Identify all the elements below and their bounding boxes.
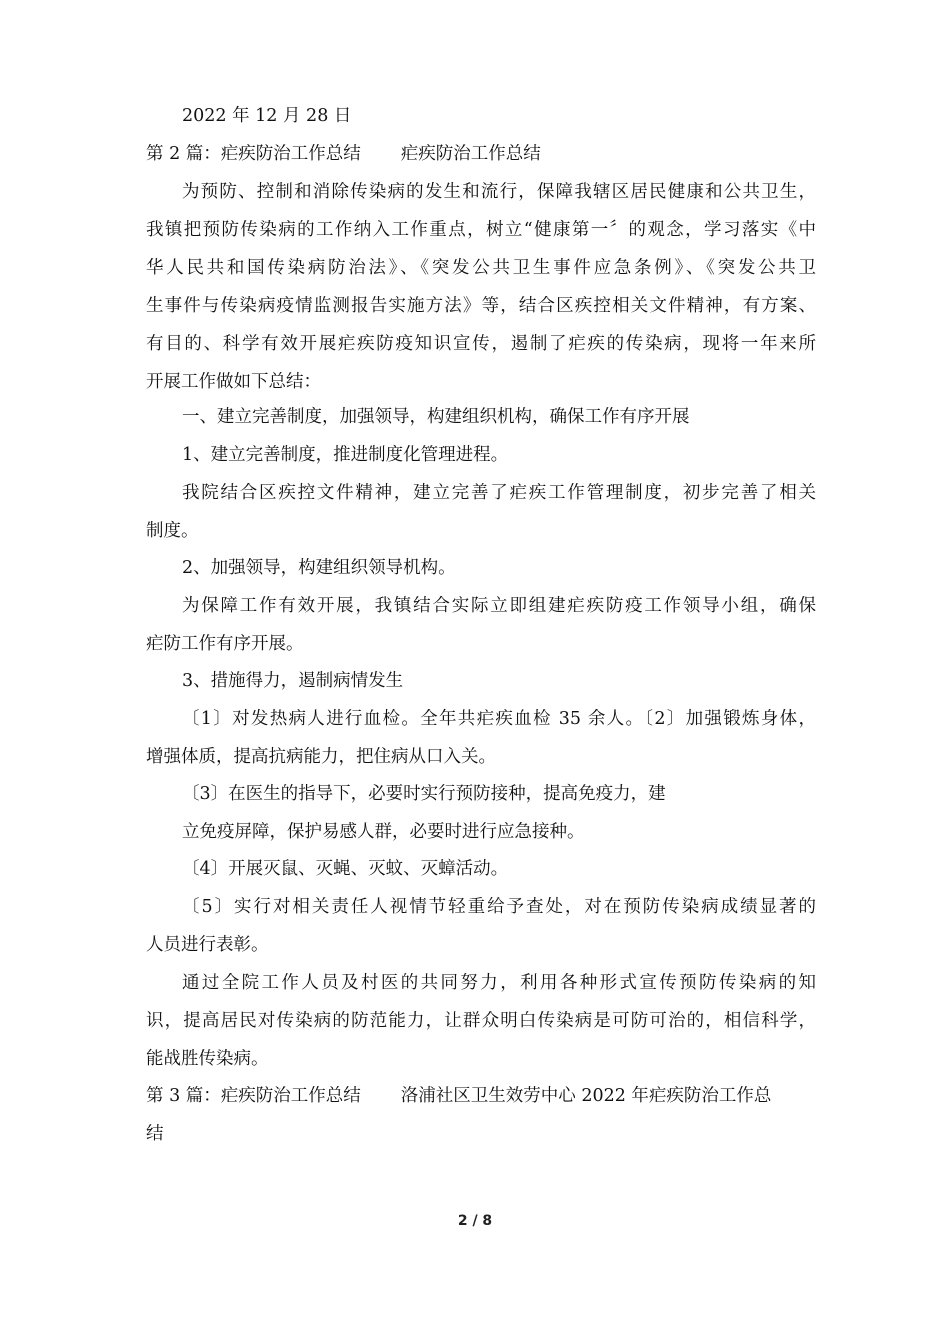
item-2-body-line: 为保障工作有效开展，我镇结合实际立即组建疟疾防疫工作领导小组，确保 (182, 596, 816, 616)
closing-line: 识，提高居民对传染病的防范能力，让群众明白传染病是可防可治的，相信科学， (146, 1011, 816, 1031)
measure-line: 立免疫屏障，保护易感人群，必要时进行应急接种。 (182, 822, 585, 842)
intro-line: 生事件与传染病疫情监测报告实施方法》等，结合区疾控相关文件精神，有方案、 (146, 296, 816, 316)
section-3-heading-right: 洛浦社区卫生效劳中心 2022 年疟疾防治工作总 (400, 1086, 772, 1106)
section-3-heading-continuation: 结 (146, 1124, 164, 1144)
intro-line: 我镇把预防传染病的工作纳入工作重点，树立“健康第一〞的观念，学习落实《中 (146, 220, 816, 240)
measure-line: 〔1〕对发热病人进行血检。全年共疟疾血检 35 余人。〔2〕加强锻炼身体， (182, 709, 816, 729)
section-3-heading-left: 第 3 篇：疟疾防治工作总结 (146, 1086, 361, 1106)
page-number: 2 / 8 (457, 1213, 493, 1229)
measure-line: 人员进行表彰。 (146, 935, 269, 955)
intro-line: 有目的、科学有效开展疟疾防疫知识宣传，遏制了疟疾的传染病，现将一年来所 (146, 334, 816, 354)
measure-line: 增强体质，提高抗病能力，把住病从口入关。 (146, 747, 496, 767)
item-1-body-line: 制度。 (146, 521, 199, 541)
measure-line: 〔3〕在医生的指导下，必要时实行预防接种，提高免疫力，建 (182, 784, 666, 804)
closing-line: 能战胜传染病。 (146, 1049, 269, 1069)
intro-line: 为预防、控制和消除传染病的发生和流行，保障我辖区居民健康和公共卫生， (182, 182, 816, 202)
intro-line: 华人民共和国传染病防治法》、《突发公共卫生事件应急条例》、《突发公共卫 (146, 258, 816, 278)
item-3-title: 3、措施得力，遏制病情发生 (182, 671, 404, 691)
closing-line: 通过全院工作人员及村医的共同努力，利用各种形式宣传预防传染病的知 (182, 973, 816, 993)
section-2-heading (146, 142, 816, 166)
document-date: 2022 年 12 月 28 日 (182, 106, 352, 126)
item-2-title: 2、加强领导，构建组织领导机构。 (182, 558, 456, 578)
part-1-title: 一、建立完善制度，加强领导，构建组织机构，确保工作有序开展 (182, 407, 690, 427)
measure-line: 〔5〕实行对相关责任人视情节轻重给予查处，对在预防传染病成绩显著的 (182, 897, 816, 917)
intro-line: 开展工作做如下总结： (146, 372, 321, 392)
item-2-body-line: 疟防工作有序开展。 (146, 634, 304, 654)
item-1-body-line: 我院结合区疾控文件精神，建立完善了疟疾工作管理制度，初步完善了相关 (182, 483, 816, 503)
section-2-heading-left: 第 2 篇：疟疾防治工作总结 (146, 144, 361, 164)
section-2-heading-right: 疟疾防治工作总结 (400, 144, 541, 164)
item-1-title: 1、建立完善制度，推进制度化管理进程。 (182, 445, 509, 465)
measure-line: 〔4〕开展灭鼠、灭蝇、灭蚊、灭蟑活动。 (182, 859, 509, 879)
section-3-heading (146, 1084, 816, 1108)
